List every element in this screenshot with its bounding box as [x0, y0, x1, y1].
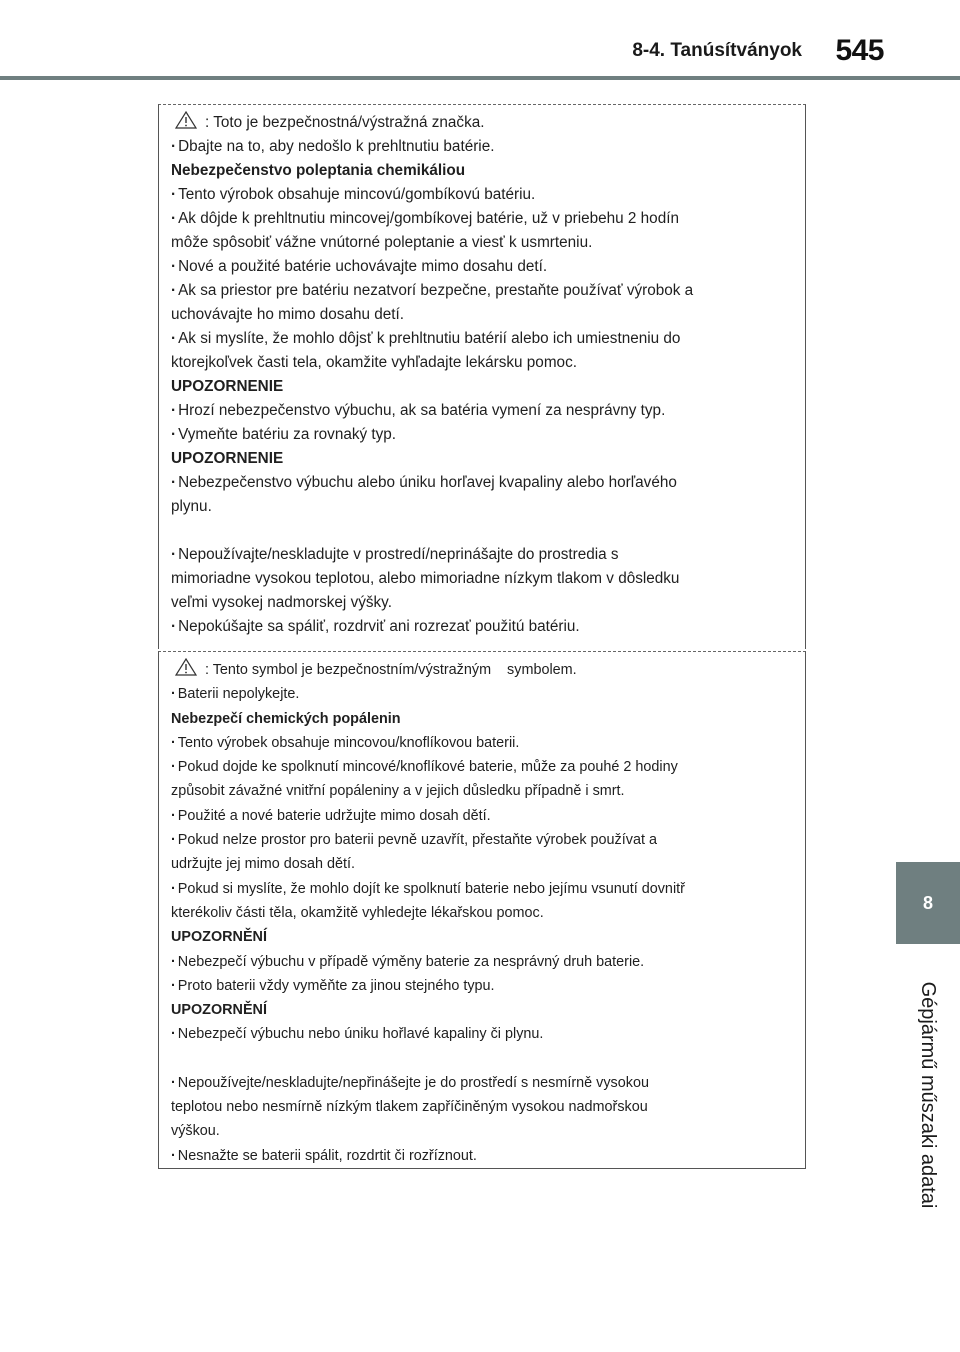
list-item: · Ak si myslíte, že mohlo dôjsť k prehltnutiu batérií alebo ich umiestneniu do [171, 327, 795, 351]
list-item-continuation: veľmi vysokej nadmorskej výšky. [171, 594, 392, 611]
list-item: · Použité a nové baterie udržujte mimo dosah dětí. [171, 804, 795, 828]
list-item-continuation: kterékoliv části těla, okamžitě vyhledejte lékařskou pomoc. [171, 904, 544, 921]
header-divider [0, 76, 960, 80]
list-item: · Pokud dojde ke spolknutí mincové/knoflíkové baterie, může za pouhé 2 hodiny [171, 755, 795, 779]
symbol-text: : Toto je bezpečnostná/výstražná značka. [205, 114, 485, 131]
list-item: · Dbajte na to, aby nedošlo k prehltnutiu batérie. [171, 135, 795, 159]
list-item: · Hrozí nebezpečenstvo výbuchu, ak sa batéria vymení za nesprávny typ. [171, 399, 795, 423]
list-item: · Tento výrobok obsahuje mincovú/gombíkovú batériu. [171, 183, 795, 207]
list-item-continuation: môže spôsobiť vážne vnútorné poleptanie a viesť k usmrteniu. [171, 234, 593, 251]
symbol-line [171, 658, 795, 682]
list-item: · Nepoužívejte/neskladujte/nepřinášejte je do prostředí s nesmírně vysokou [171, 1071, 795, 1095]
symbol-text: : Tento symbol je bezpečnostním/výstražným symbolem. [205, 662, 577, 678]
list-item: · Nové a použité batérie uchovávajte mimo dosahu detí. [171, 255, 795, 279]
list-item: · Vymeňte batériu za rovnaký typ. [171, 423, 795, 447]
section-title: 8-4. Tanúsítványok [632, 40, 802, 61]
warning-triangle-icon [175, 658, 197, 676]
list-item: · Nepokúšajte sa spáliť, rozdrviť ani rozrezať použitú batériu. [171, 615, 795, 639]
list-item: · Pokud si myslíte, že mohlo dojít ke spolknutí baterie nebo jejímu vsunutí dovnitř [171, 877, 795, 901]
list-item: · Proto baterii vždy vyměňte za jinou stejného typu. [171, 974, 795, 998]
list-item: · Ak dôjde k prehltnutiu mincovej/gombíkovej batérie, už v priebehu 2 hodín [171, 207, 795, 231]
list-item: · Nesnažte se baterii spálit, rozdrtit či rozříznout. [171, 1144, 795, 1168]
spacer [171, 1047, 795, 1071]
notice-box-slovak [158, 104, 806, 649]
spacer [171, 519, 795, 543]
chapter-number: 8 [922, 892, 933, 913]
list-item: · Nebezpečí výbuchu v případě výměny baterie za nesprávný druh baterie. [171, 950, 795, 974]
warning-triangle-icon [175, 111, 197, 129]
caution-heading: UPOZORNĚNÍ [171, 929, 267, 946]
list-item: · Tento výrobek obsahuje mincovou/knoflíkovou baterii. [171, 731, 795, 755]
notice-box-czech [158, 651, 806, 1169]
chapter-label: Gépjármű műszaki adatai [917, 981, 940, 1209]
list-item-continuation: ktorejkoľvek časti tela, okamžite vyhľadajte lekársku pomoc. [171, 354, 577, 371]
caution-heading: UPOZORNENIE [171, 450, 284, 467]
page-number: 545 [835, 34, 884, 67]
list-item-continuation: plynu. [171, 498, 212, 515]
list-item: · Nepoužívajte/neskladujte v prostredí/neprinášajte do prostredia s [171, 543, 795, 567]
caution-heading: UPOZORNENIE [171, 378, 284, 395]
caution-heading: UPOZORNĚNÍ [171, 1002, 267, 1019]
symbol-line [171, 111, 795, 135]
section-heading: Nebezpečí chemických popálenin [171, 710, 401, 727]
list-item: · Ak sa priestor pre batériu nezatvorí bezpečne, prestaňte používať výrobok a [171, 279, 795, 303]
list-item: · Nebezpečí výbuchu nebo úniku hořlavé kapaliny či plynu. [171, 1022, 795, 1046]
list-item-continuation: výškou. [171, 1123, 220, 1140]
list-item-continuation: udržujte jej mimo dosah dětí. [171, 856, 355, 873]
chapter-tab [896, 862, 960, 944]
list-item: · Baterii nepolykejte. [171, 682, 795, 706]
list-item: · Pokud nelze prostor pro baterii pevně uzavřít, přestaňte výrobek používat a [171, 828, 795, 852]
list-item-continuation: teplotou nebo nesmírně nízkým tlakem zapříčiněným vysokou nadmořskou [171, 1099, 648, 1116]
list-item-continuation: uchovávajte ho mimo dosahu detí. [171, 306, 404, 323]
section-heading: Nebezpečenstvo poleptania chemikáliou [171, 162, 466, 179]
list-item-continuation: způsobit závažné vnitřní popáleniny a v jejich důsledku případně i smrt. [171, 783, 625, 800]
list-item-continuation: mimoriadne vysokou teplotou, alebo mimoriadne nízkym tlakom v dôsledku [171, 570, 680, 587]
list-item: · Nebezpečenstvo výbuchu alebo úniku horľavej kvapaliny alebo horľavého [171, 471, 795, 495]
